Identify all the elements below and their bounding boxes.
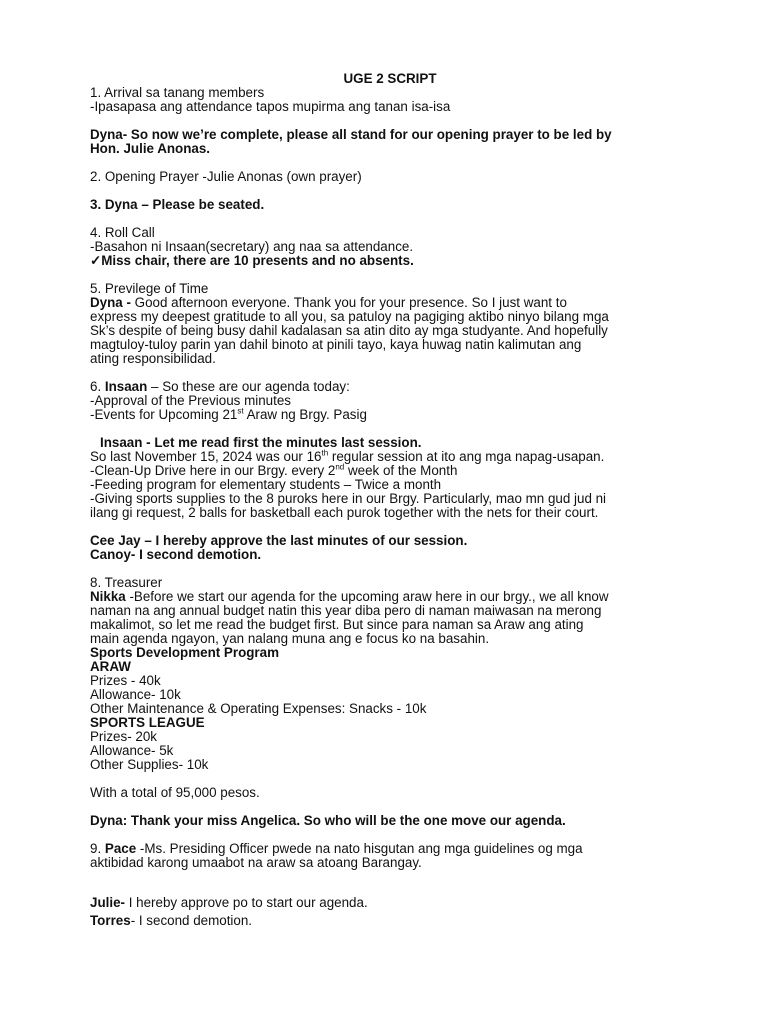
section-5-text-1: Good afternoon everyone. Thank you for your presence. So I just want to	[130, 295, 567, 310]
section-8-heading: 8. Treasurer	[90, 575, 163, 590]
section-6-text-3a: -Events for Upcoming 21	[90, 407, 238, 422]
budget-item: Other Maintenance & Operating Expenses: Snacks - 10k	[90, 701, 427, 716]
minutes-heading: Insaan - Let me read first the minutes last session.	[100, 435, 422, 450]
speaker-torres: Torres	[90, 913, 131, 928]
approve-minutes-line: Cee Jay – I hereby approve the last minutes of our session.	[90, 533, 468, 548]
minutes-line-4: -Giving sports supplies to the 8 puroks here in our Brgy. Particularly, mao mn gud jud ni	[90, 491, 607, 506]
minutes-text-2a: -Clean-Up Drive here in our Brgy. every 2	[90, 463, 336, 478]
minutes-text-1a: So last November 15, 2024 was our 16	[90, 449, 322, 464]
section-5-heading: 5. Previlege of Time	[90, 281, 209, 296]
section-6-line-2: -Approval of the Previous minutes	[90, 393, 291, 408]
section-5-line-1	[90, 296, 690, 310]
section-9-number: 9.	[90, 841, 105, 856]
speaker-julie: Julie-	[90, 895, 125, 910]
roll-call-check: ✓Miss chair, there are 10 presents and no absents.	[90, 253, 414, 268]
minutes-line-5: ilang gi request, 2 balls for basketball each purok together with the nets for their court.	[90, 505, 599, 520]
section-6-line-1	[90, 380, 690, 394]
budget-item: Allowance- 10k	[90, 687, 181, 702]
ordinal-suffix: th	[321, 448, 329, 458]
section-1-heading: 1. Arrival sa tanang members	[90, 85, 265, 100]
second-motion-line: Canoy- I second demotion.	[90, 547, 262, 562]
section-6-text-1: – So these are our agenda today:	[147, 379, 350, 394]
document-title: UGE 2 SCRIPT	[343, 71, 437, 86]
section-1-line: -Ipasapasa ang attendance tapos mupirma ang tanan isa-isa	[90, 99, 451, 114]
section-6-number: 6.	[90, 379, 105, 394]
section-3-line: 3. Dyna – Please be seated.	[90, 197, 265, 212]
minutes-line-3: -Feeding program for elementary students – Twice a month	[90, 477, 442, 492]
section-4-line: -Basahon ni Insaan(secretary) ang naa sa attendance.	[90, 239, 414, 254]
section-5-line-5: ating responsibilidad.	[90, 351, 216, 366]
julie-line	[90, 896, 690, 910]
program-heading: Sports Development Program	[90, 645, 279, 660]
section-5-line-3: Sk’s despite of being busy dahil kadalasan sa atin dito ay mga studyante. And hopefully	[90, 323, 608, 338]
minutes-text-2b: week of the Month	[344, 463, 458, 478]
dyna-opening-line-2: Hon. Julie Anonas.	[90, 141, 211, 156]
julie-text: I hereby approve po to start our agenda.	[124, 895, 368, 910]
section-5-line-4: magtuloy-tuloy parin yan dahil binoto at pinili tayo, kaya huwag natin kalimutan ang	[90, 337, 582, 352]
section-4-heading: 4. Roll Call	[90, 225, 155, 240]
dyna-thanks-line: Dyna: Thank your miss Angelica. So who will be the one move our agenda.	[90, 813, 566, 828]
minutes-line-1	[90, 450, 690, 464]
section-9-text-1: -Ms. Presiding Officer pwede na nato hisgutan ang mga guidelines og mga	[136, 841, 583, 856]
speaker-nikka: Nikka	[90, 589, 126, 604]
section-8-line-1	[90, 590, 690, 604]
sports-league-heading: SPORTS LEAGUE	[90, 715, 205, 730]
section-8-line-2: naman na ang annual budget natin this year diba pero di naman maiwasan na merong	[90, 603, 602, 618]
speaker-pace: Pace	[104, 841, 137, 856]
speaker-insaan: Insaan	[104, 379, 148, 394]
budget-item: Allowance- 5k	[90, 743, 174, 758]
torres-text: - I second demotion.	[130, 913, 253, 928]
section-2-line: 2. Opening Prayer -Julie Anonas (own prayer)	[90, 169, 362, 184]
section-6-text-3b: Araw ng Brgy. Pasig	[243, 407, 367, 422]
section-9-line-1	[90, 842, 690, 856]
minutes-text-1b: regular session at ito ang mga napag-usapan.	[328, 449, 605, 464]
ordinal-suffix: nd	[335, 462, 345, 472]
section-9-line-2: aktibidad karong umaabot na araw sa atoang Barangay.	[90, 855, 422, 870]
araw-heading: ARAW	[90, 659, 131, 674]
section-5-line-2: express my deepest gratitude to all you, sa patuloy na pagiging aktibo ninyo bilang mga	[90, 309, 609, 324]
section-6-line-3	[90, 408, 690, 422]
budget-item: Prizes- 20k	[90, 729, 157, 744]
budget-item: Prizes - 40k	[90, 673, 161, 688]
budget-item: Other Supplies- 10k	[90, 757, 209, 772]
torres-line	[90, 914, 690, 928]
section-8-text-1: -Before we start our agenda for the upcoming araw here in our brgy., we all know	[125, 589, 609, 604]
document-page	[90, 72, 690, 928]
dyna-opening-line-1: Dyna- So now we’re complete, please all stand for our opening prayer to be led by	[90, 127, 612, 142]
minutes-line-2	[90, 464, 690, 478]
section-8-line-3: makalimot, so let me read the budget first. But since para naman sa Araw ang ating	[90, 617, 584, 632]
ordinal-suffix: st	[237, 406, 244, 416]
section-8-line-4: main agenda ngayon, yan nalang muna ang e focus ko na basahin.	[90, 631, 490, 646]
budget-total: With a total of 95,000 pesos.	[90, 785, 260, 800]
speaker-dyna: Dyna -	[90, 295, 131, 310]
